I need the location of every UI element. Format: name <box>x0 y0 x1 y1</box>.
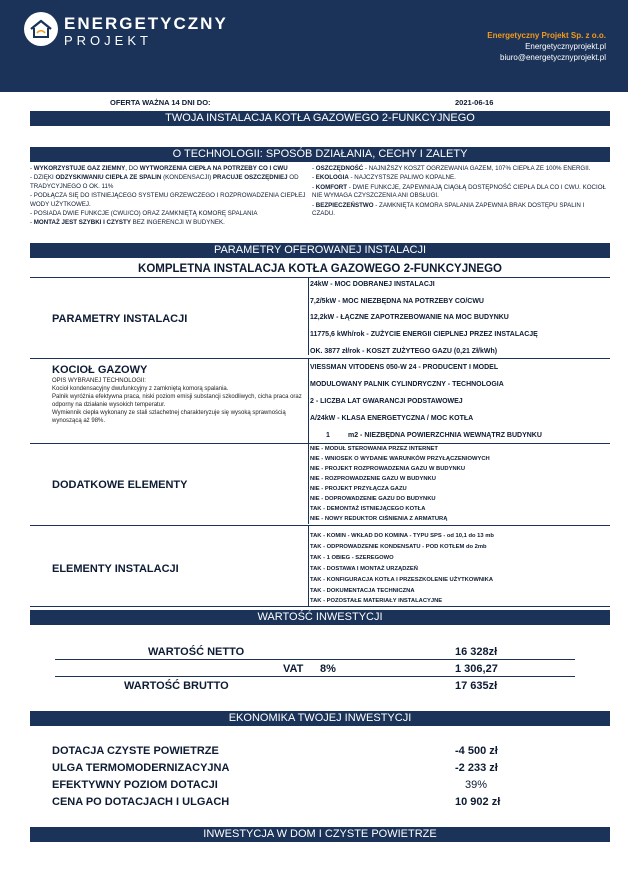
economy-label: DOTACJA CZYSTE POWIETRZE <box>52 745 219 757</box>
column-divider <box>308 444 309 524</box>
boiler-area-number: 1 <box>326 432 330 439</box>
elements-row: TAK - ODPROWADZENIE KONDENSATU - POD KOTŁEM do 2mb <box>310 544 487 550</box>
elements-row: TAK - KONFIGURACJA KOTŁA I PRZESZKOLENIE UŻYTKOWNIKA <box>310 577 494 583</box>
divider <box>55 676 575 677</box>
extra-row: NIE - PROJEKT PRZYŁĄCZA GAZU <box>310 486 407 492</box>
logo-text-bottom: PROJEKT <box>64 33 152 48</box>
extra-row: NIE - MODUŁ STEROWANIA PRZEZ INTERNET <box>310 446 438 452</box>
divider <box>30 358 610 359</box>
installation-row: 24kW - MOC DOBRANEJ INSTALACJI <box>310 281 435 288</box>
economy-label: EFEKTYWNY POZIOM DOTACJI <box>52 779 218 791</box>
tech-left-item: - WYKORZYSTUJE GAZ ZIEMNY, DO WYTWORZENIA CIEPŁA NA POTRZEBY CO I CWU <box>30 165 288 172</box>
brutto-value: 17 635zł <box>455 680 498 692</box>
tech-left-list <box>30 165 308 228</box>
economy-label: ULGA TERMOMODERNIZACYJNA <box>52 762 230 774</box>
boiler-area-text: m2 - NIEZBĘDNA POWIERZCHNIA WEWNĄTRZ BUDYNKU <box>348 432 542 439</box>
economy-value: -4 500 zł <box>455 745 498 757</box>
economy-value: -2 233 zł <box>455 762 498 774</box>
extra-row: NIE - PROJEKT ROZPROWADZENIA GAZU W BUDYNKU <box>310 466 466 472</box>
boiler-row: 2 - LICZBA LAT GWARANCJI PODSTAWOWEJ <box>310 398 463 405</box>
vat-label: VAT <box>283 663 304 675</box>
extra-row: TAK - DEMONTAŻ ISTNIEJĄCEGO KOTŁA <box>310 506 426 512</box>
economy-value: 39% <box>465 779 488 791</box>
band-params: PARAMETRY OFEROWANEJ INSTALACJI <box>30 243 610 258</box>
divider <box>55 659 575 660</box>
extra-row: NIE - NOWY REDUKTOR CIŚNIENIA Z ARMATURĄ <box>310 516 448 522</box>
extra-row: NIE - DOPROWADZENIE GAZU DO BUDYNKU <box>310 496 436 502</box>
band-technology: O TECHNOLOGII: SPOSÓB DZIAŁANIA, CECHY I ZALETY <box>30 147 610 162</box>
boiler-desc-title: OPIS WYBRANEJ TECHNOLOGII: <box>52 378 146 384</box>
tech-left-item: - DZIĘKI ODZYSKIWANIU CIEPŁA ZE SPALIN (KONDENSACJI) PRACUJE OSZCZĘDNIEJ OD TRADYCYJNEGO O OK. 11% <box>30 174 299 190</box>
tech-right-list <box>312 165 608 218</box>
params-heading: KOMPLETNA INSTALACJA KOTŁA GAZOWEGO 2-FUNKCYJNEGO <box>138 263 502 275</box>
economy-value: 10 902 zł <box>455 796 501 808</box>
company-name: Energetyczny Projekt Sp. z o.o. <box>487 31 606 40</box>
extra-row: NIE - ROZPROWADZENIE GAZU W BUDYNKU <box>310 476 436 482</box>
tech-right-item: - BEZPIECZEŃSTWO - ZAMKNIĘTA KOMORA SPALANIA ZAPEWNIA BRAK DOSTĘPU SPALIN I CZADU. <box>312 201 585 218</box>
netto-value: 16 328zł <box>455 646 498 658</box>
elements-row: TAK - KOMIN - WKŁAD DO KOMINA - TYPU SPS - od 10,1 do 13 mb <box>310 533 494 539</box>
installation-row: OK. 3877 zł/rok - KOSZT ZUŻYTEGO GAZU (0,21 Zł/kWh) <box>310 348 498 355</box>
divider <box>30 525 610 526</box>
logo-text-top: ENERGETYCZNY <box>64 14 228 33</box>
economy-label: CENA PO DOTACJACH I ULGACH <box>52 796 230 808</box>
company-contact <box>487 30 606 63</box>
tech-right-item: - KOMFORT - DWIE FUNKCJE, ZAPEWNIAJĄ CIĄGŁĄ DOSTĘPNOŚĆ CIEPŁA DLA CO I CWU. KOCIOŁ NIE WYMAGA CZYSZCZENIA ANI OBSŁUGI. <box>312 183 606 200</box>
column-divider <box>308 359 309 443</box>
boiler-row: VIESSMAN VITODENS 050-W 24 - PRODUCENT I MODEL <box>310 364 499 371</box>
company-email[interactable]: biuro@energetycznyprojekt.pl <box>500 53 606 62</box>
elements-row: TAK - DOKUMENTACJA TECHNICZNA <box>310 588 415 594</box>
company-website[interactable]: Energetycznyprojekt.pl <box>525 42 606 51</box>
tech-left-item: - POSIADA DWIE FUNKCJE (CWU/CO) ORAZ ZAMKNIĘTĄ KOMORĘ SPALANIA <box>30 210 258 218</box>
band-footer: INWESTYCJA W DOM I CZYSTE POWIETRZE <box>30 827 610 842</box>
divider <box>30 443 610 444</box>
tech-right-item: - OSZCZĘDNOŚĆ - NAJNIŻSZY KOSZT OGRZEWANIA GAZEM, 107% CIEPŁA ZE 100% ENERGII. <box>312 165 591 172</box>
column-divider <box>308 278 309 355</box>
installation-label: PARAMETRY INSTALACJI <box>52 313 188 325</box>
boiler-row: MODULOWANY PALNIK CYLINDRYCZNY - TECHNOLOGIA <box>310 381 504 388</box>
divider <box>30 606 610 607</box>
vat-value: 1 306,27 <box>455 663 498 675</box>
installation-row: 11775,6 kWh/rok - ZUŻYCIE ENERGII CIEPLNEJ PRZEZ INSTALACJĘ <box>310 331 538 338</box>
vat-rate: 8% <box>320 663 336 675</box>
extra-label: DODATKOWE ELEMENTY <box>52 479 188 491</box>
installation-row: 12,2kW - ŁĄCZNE ZAPOTRZEBOWANIE NA MOC BUDYNKU <box>310 314 509 321</box>
tech-right-item: - EKOLOGIA - NAJCZYSTSZE PALIWO KOPALNE. <box>312 174 456 182</box>
tech-left-item: - MONTAŻ JEST SZYBKI I CZYSTY BEZ INGERENCJI W BUDYNEK. <box>30 219 225 227</box>
installation-row: 7,2/5kW - MOC NIEZBĘDNA NA POTRZEBY CO/CWU <box>310 298 484 305</box>
extra-row: NIE - WNIOSEK O WYDANIE WARUNKÓW PRZYŁĄCZENIOWYCH <box>310 456 490 462</box>
netto-label: WARTOŚĆ NETTO <box>148 646 245 658</box>
tech-left-item: - PODŁĄCZA SIĘ DO ISTNIEJĄCEGO SYSTEMU GRZEWCZEGO I ROZPROWADZENIA CIEPŁEJ WODY UŻYTKOWEJ. <box>30 192 306 208</box>
elements-row: TAK - POZOSTAŁE MATERIAŁY INSTALACYJNE <box>310 598 443 604</box>
offer-date: 2021-06-16 <box>455 98 494 107</box>
elements-row: TAK - DOSTAWA I MONTAŻ URZĄDZEŃ <box>310 566 418 572</box>
boiler-desc-line: Wymiennik ciepła wykonany ze stali szlachetnej charakteryzuje się wysoką sprawnością wynoszącą aż 98%. <box>52 410 286 424</box>
column-divider <box>308 526 309 606</box>
boiler-description <box>52 377 302 425</box>
boiler-desc-line: Kocioł kondensacyjny dwufunkcyjny z zamkniętą komorą spalania. <box>52 386 229 392</box>
boiler-label: KOCIOŁ GAZOWY <box>52 364 148 376</box>
divider <box>30 277 610 278</box>
band-economy: EKONOMIKA TWOJEJ INWESTYCJI <box>30 711 610 726</box>
band-title: TWOJA INSTALACJA KOTŁA GAZOWEGO 2-FUNKCYJNEGO <box>30 111 610 126</box>
boiler-row: A/24kW - KLASA ENERGETYCZNA / MOC KOTŁA <box>310 415 474 422</box>
band-value: WARTOŚĆ INWESTYCJI <box>30 610 610 625</box>
offer-label: OFERTA WAŻNA 14 DNI DO: <box>110 98 211 107</box>
elements-label: ELEMENTY INSTALACJI <box>52 563 179 575</box>
house-icon <box>29 19 53 39</box>
brutto-label: WARTOŚĆ BRUTTO <box>124 680 229 692</box>
boiler-desc-line: Palnik wyróżnia efektywna praca, niski poziom emisji substancji szkodliwych, cicha praca oraz odporny na działanie wysokich temperatur. <box>52 394 302 408</box>
logo-mark <box>24 12 58 46</box>
elements-row: TAK - 1 OBIEG - SZEREGOWO <box>310 555 394 561</box>
